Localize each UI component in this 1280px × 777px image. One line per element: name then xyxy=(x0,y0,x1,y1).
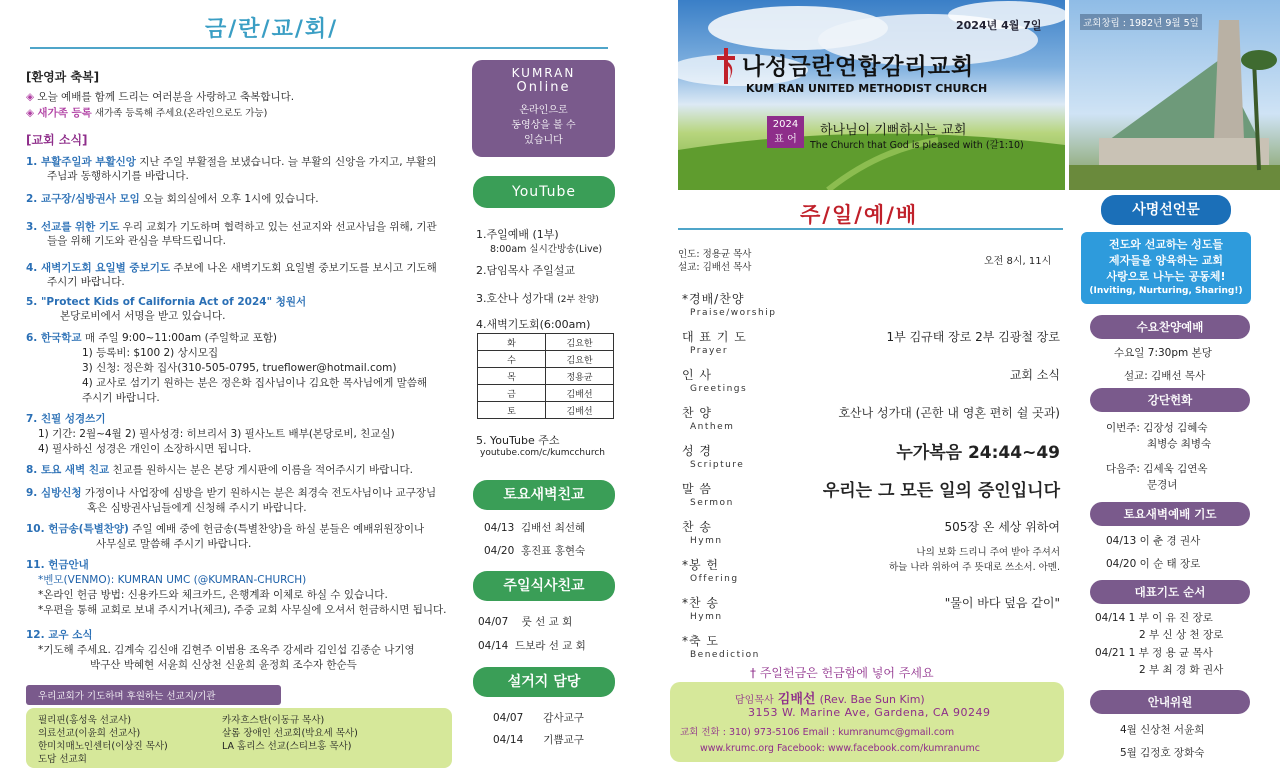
diamond-icon: ◈ xyxy=(26,91,35,103)
offering-line-3: *우편을 통해 교회로 보내 주시거나(체크), 주중 교회 사무실에 오셔서 헌금하시면 됩니다. xyxy=(38,604,447,616)
news-item-text: 오늘 회의실에서 오후 1시에 있습니다. xyxy=(139,193,319,205)
sat-names: 김배선 최선혜 xyxy=(520,522,586,534)
pastor-label: 담임목사 xyxy=(735,695,774,706)
service-date: 2024년 4월 7일 xyxy=(956,19,1042,32)
youtube-pill[interactable] xyxy=(473,176,615,208)
meal-fellowship-title: 주일식사친교 xyxy=(503,578,585,594)
news-item-text: 우리 교회가 기도하며 협력하고 있는 선교지와 선교사님을 위해, 기관 xyxy=(119,221,437,233)
service-item-english: Offering xyxy=(690,574,739,584)
sat-date: 04/13 xyxy=(484,522,515,534)
service-item-label: *경배/찬양 xyxy=(682,292,745,306)
news-item-text: 주일 예배 중에 헌금송(특별찬양)을 하실 분들은 예배위원장이나 xyxy=(128,523,425,535)
prayer-heading: 12. 교우 소식 xyxy=(26,629,93,641)
news-item-8 xyxy=(26,462,413,477)
welcome-heading: [환영과 축복] xyxy=(26,70,100,84)
mission-item: 의료선교(이윤희 선교사) xyxy=(38,728,141,739)
yt-item-5: 5. YouTube 주소 xyxy=(476,434,560,447)
sat-row xyxy=(484,520,585,535)
dawn-leader-cell: 김배선 xyxy=(546,402,614,419)
offering-line-2: *온라인 헌금 방법: 신용카드와 체크카드, 은행계좌 이체로 하실 수 있습니다. xyxy=(38,589,388,601)
service-item-english: Anthem xyxy=(690,422,735,432)
news-item-3-cont: 들을 위해 기도와 관심을 부탁드립니다. xyxy=(47,235,226,247)
title-divider xyxy=(30,47,608,49)
dish-row xyxy=(493,710,584,725)
dawn-table-row xyxy=(478,385,614,402)
motto-label: 표 어 xyxy=(774,134,797,145)
news-item-5-cont: 본당로비에서 서명을 받고 있습니다. xyxy=(60,310,226,322)
news-item-6 xyxy=(26,330,277,345)
motto-year: 2024 xyxy=(772,119,799,130)
news-item-6-sub-3: 4) 교사로 섬기기 원하는 분은 정은화 집사님이나 김요한 목사님에게 말씀해 xyxy=(82,377,428,389)
offering-note: † 주일헌금은 헌금함에 넣어 주세요 xyxy=(750,666,934,680)
news-item-title: 1. 부활주일과 부활신앙 xyxy=(26,156,136,168)
news-item-text: 주보에 나온 새벽기도회 요일별 중보기도를 보시고 기도해 xyxy=(169,262,437,274)
wed-service-title: 수요찬양예배 xyxy=(1136,320,1204,334)
service-item-english: Scripture xyxy=(690,460,745,470)
rep-line-1: 04/14 1 부 이 유 진 장로 xyxy=(1095,612,1213,624)
meal-date: 04/07 xyxy=(478,616,509,628)
dish-title: 설거지 담당 xyxy=(507,674,581,690)
yt-url[interactable]: youtube.com/c/kumcchurch xyxy=(480,448,605,458)
dish-pill xyxy=(473,667,615,697)
mission-line-2: 제자들을 양육하는 교회 xyxy=(1109,254,1223,267)
dawn-leader-cell: 김요한 xyxy=(546,351,614,368)
dawn-table-row xyxy=(478,402,614,419)
service-leader: 인도: 정용균 목사 xyxy=(678,249,752,260)
news-item-1 xyxy=(26,154,436,169)
dish-row xyxy=(493,732,584,747)
service-item-value: 나의 보화 드리니 주여 받아 주셔서 xyxy=(916,547,1060,558)
sat-fellowship-pill xyxy=(473,480,615,510)
news-item-title: 9. 심방신청 xyxy=(26,487,82,499)
service-item-value: 호산나 성가대 (곤한 내 영혼 편히 쉴 곳과) xyxy=(838,406,1060,420)
church-name-ko: 나성금란연합감리교회 xyxy=(742,54,975,80)
mission-line-3: 사랑으로 나누는 공동체! xyxy=(1106,270,1226,283)
service-item-value: 우리는 그 모든 일의 증인입니다 xyxy=(822,481,1060,501)
sat-names: 홍진표 홍현숙 xyxy=(520,545,586,557)
news-item-7 xyxy=(26,411,105,426)
news-item-5 xyxy=(26,294,306,309)
usher-pill xyxy=(1090,690,1250,714)
youtube-label: YouTube xyxy=(512,184,576,200)
mission-heading: 우리교회가 기도하며 후원하는 선교지/기관 xyxy=(38,691,216,702)
service-item-english: Benediction xyxy=(690,650,760,660)
online-box[interactable] xyxy=(472,60,615,157)
service-item-value: 505장 온 세상 위하여 xyxy=(944,520,1060,534)
online-text-3: 있습니다 xyxy=(524,135,563,146)
service-item-label: 말 씀 xyxy=(682,482,712,496)
news-item-10 xyxy=(26,521,424,536)
yt-item-4: 4.새벽기도회(6:00am) xyxy=(476,318,591,331)
service-item-label: *축 도 xyxy=(682,634,719,648)
service-item-label: *찬 송 xyxy=(682,596,719,610)
news-item-text: 지난 주일 부활절을 보냈습니다. 늘 부활의 신앙을 가지고, 부활의 xyxy=(135,156,437,168)
news-item-title: 3. 선교를 위한 기도 xyxy=(26,221,120,233)
dawn-table-row xyxy=(478,368,614,385)
dawn-day-cell: 금 xyxy=(478,385,546,402)
news-item-6-sub-1: 1) 등록비: $100 2) 상시모집 xyxy=(82,347,219,359)
mission-line-en: (Inviting, Nurturing, Sharing!) xyxy=(1089,286,1243,296)
service-title: 주/일/예/배 xyxy=(800,203,919,227)
meal-group: 드보라 선 교 회 xyxy=(514,640,586,652)
mission-item: 카자흐스탄(이동규 목사) xyxy=(222,715,325,726)
church-web[interactable]: www.krumc.org Facebook: www.facebook.com/kumranumc xyxy=(700,743,980,754)
dawn-table-row xyxy=(478,351,614,368)
meal-row xyxy=(478,638,586,653)
church-address: 3153 W. Marine Ave, Gardena, CA 90249 xyxy=(748,706,991,719)
news-item-title: 5. "Protect Kids of California Act of 2024" 청원서 xyxy=(26,296,307,308)
news-heading: [교회 소식] xyxy=(26,133,88,147)
news-item-title: 7. 친필 성경쓰기 xyxy=(26,413,106,425)
rep-line-2: 2 부 신 상 천 장로 xyxy=(1139,629,1224,641)
page-title: 금/란/교/회/ xyxy=(205,17,339,42)
service-item-english: Hymn xyxy=(690,612,723,622)
prayer-line-2: 박구산 박혜현 서윤희 신상천 신윤희 윤정희 조수자 한순득 xyxy=(90,659,357,671)
rep-prayer-title: 대표기도 순서 xyxy=(1134,585,1206,599)
mission-statement-box xyxy=(1081,232,1251,304)
service-item-english: Greetings xyxy=(690,384,748,394)
motto-en: The Church that God is pleased with (갈1:10) xyxy=(810,140,1024,151)
meal-row xyxy=(478,614,572,629)
welcome-text-1: 오늘 예배를 함께 드리는 여러분을 사랑하고 축복합니다. xyxy=(37,91,295,103)
news-item-9 xyxy=(26,485,436,500)
welcome-text-2: 새가족 등록해 주세요(온라인으로도 가능) xyxy=(91,108,268,119)
service-item-label: 성 경 xyxy=(682,444,712,458)
meal-fellowship-pill xyxy=(473,571,615,601)
news-item-title: 8. 토요 새벽 친교 xyxy=(26,464,110,476)
offering-heading: 11. 헌금안내 xyxy=(26,559,89,571)
news-item-title: 6. 한국학교 xyxy=(26,332,82,344)
diamond-icon: ◈ xyxy=(26,107,35,119)
dawn-leader-cell: 정용균 xyxy=(546,368,614,385)
altar-line-1b: 최병승 최병숙 xyxy=(1147,438,1212,450)
service-item-value: "물이 바다 덮음 같이" xyxy=(944,596,1060,610)
welcome-line-1 xyxy=(26,89,294,104)
news-item-4-cont: 주시기 바랍니다. xyxy=(47,276,125,288)
sat-prayer-title: 토요새벽예배 기도 xyxy=(1123,507,1217,521)
service-item-value: 교회 소식 xyxy=(1009,368,1060,382)
meal-group: 룻 선 교 회 xyxy=(521,616,573,628)
yt-item-2: 2.담임목사 주일설교 xyxy=(476,264,575,277)
service-item-value: 누가복음 24:44~49 xyxy=(896,443,1060,463)
news-item-text: 매 주일 9:00~11:00am (주일학교 포함) xyxy=(81,332,277,344)
service-item-label: 인 사 xyxy=(682,368,712,382)
church-phone-email[interactable]: 교회 전화 : 310) 973-5106 Email : kumranumc@gmail.com xyxy=(680,727,955,738)
motto-ko: 하나님이 기뻐하시는 교회 xyxy=(820,123,967,138)
wed-line-2: 설교: 김배선 목사 xyxy=(1124,370,1206,382)
usher-line-2: 5월 김정호 장화숙 xyxy=(1120,747,1205,759)
altar-line-2b: 문경녀 xyxy=(1147,479,1178,491)
sat-fellowship-title: 토요새벽친교 xyxy=(503,487,585,503)
rep-line-3: 04/21 1 부 정 용 균 목사 xyxy=(1095,647,1213,659)
dawn-day-cell: 목 xyxy=(478,368,546,385)
service-time: 오전 8시, 11시 xyxy=(984,256,1052,267)
altar-flower-title: 강단헌화 xyxy=(1147,393,1193,407)
mission-statement-pill xyxy=(1101,195,1231,225)
mission-item: 도담 선교회 xyxy=(38,754,87,765)
news-item-title: 4. 새벽기도회 요일별 중보기도 xyxy=(26,262,170,274)
dawn-prayer-table xyxy=(477,333,614,419)
news-item-6-sub-2: 3) 신청: 정은화 집사(310-505-0795, trueflower@hotmail.com) xyxy=(82,362,397,374)
rep-line-4: 2 부 최 경 화 권사 xyxy=(1139,664,1224,676)
mission-item: 한미치매노인센터(이상진 목사) xyxy=(38,741,168,752)
yt-item-1b: 8:00am 실시간방송(Live) xyxy=(490,244,603,255)
service-item-label: 찬 송 xyxy=(682,520,712,534)
altar-flower-pill xyxy=(1090,388,1250,412)
yt-item-3-sub: (2부 찬양) xyxy=(557,295,599,305)
news-item-title: 10. 헌금송(특별찬양) xyxy=(26,523,129,535)
sat-prayer-line-2: 04/20 이 순 태 장로 xyxy=(1106,558,1201,570)
service-item-value: 1부 김규태 장로 2부 김광철 장로 xyxy=(886,330,1060,344)
dish-date: 04/14 xyxy=(493,734,524,746)
mission-line-1: 전도와 선교하는 성도들 xyxy=(1109,238,1223,251)
offering-line-1: *벤모(VENMO): KUMRAN UMC (@KUMRAN-CHURCH) xyxy=(38,574,307,586)
yt-item-1: 1.주일예배 (1부) xyxy=(476,228,559,241)
news-item-text: 가정이나 사업장에 심방을 받기 원하시는 분은 최경숙 전도사님이나 교구장님 xyxy=(81,487,437,499)
news-item-7-sub-1: 1) 기간: 2월~4월 2) 필사성경: 히브리서 3) 필사노트 배부(본당로비, 친교실) xyxy=(38,428,395,440)
news-item-3 xyxy=(26,219,437,234)
altar-line-1a: 이번주: 김장성 김혜숙 xyxy=(1106,422,1208,434)
usher-line-1: 4월 신상천 서윤희 xyxy=(1120,724,1205,736)
usher-title: 안내위원 xyxy=(1147,695,1193,709)
news-item-10-cont: 사무실로 말씀해 주시기 바랍니다. xyxy=(96,538,252,550)
new-family-label: 새가족 등록 xyxy=(37,107,92,119)
news-item-2 xyxy=(26,191,319,206)
service-divider xyxy=(678,228,1063,230)
service-item-english: Praise/worship xyxy=(690,308,777,318)
church-name-en: KUM RAN UNITED METHODIST CHURCH xyxy=(746,82,988,95)
dish-group: 감사교구 xyxy=(543,712,584,724)
founded-date: 교회창립 : 1982년 9월 5일 xyxy=(1080,14,1202,30)
news-item-1-cont: 주님과 동행하시기를 바랍니다. xyxy=(47,170,189,182)
mission-item: LA 홈리스 선교(스티브홍 목사) xyxy=(222,741,352,752)
meal-date: 04/14 xyxy=(478,640,509,652)
service-item-label: *봉 헌 xyxy=(682,558,719,572)
sat-prayer-line-1: 04/13 이 춘 경 권사 xyxy=(1106,535,1201,547)
service-item-english: Sermon xyxy=(690,498,734,508)
mission-item: 살롬 장애인 선교회(박요세 목사) xyxy=(222,728,358,739)
wed-service-pill xyxy=(1090,315,1250,339)
dawn-table-row xyxy=(478,334,614,351)
welcome-line-2 xyxy=(26,105,267,120)
yt-item-3-text: 3.호산나 성가대 xyxy=(476,292,554,305)
service-item-label: 대 표 기 도 xyxy=(682,330,747,344)
online-text-2: 동영상을 볼 수 xyxy=(511,120,576,131)
pastor-name-en: (Rev. Bae Sun Kim) xyxy=(819,693,925,706)
dawn-day-cell: 수 xyxy=(478,351,546,368)
dawn-leader-cell: 김요한 xyxy=(546,334,614,351)
wed-line-1: 수요일 7:30pm 본당 xyxy=(1114,347,1212,359)
prayer-line-1: *기도해 주세요. 김계숙 김신애 김현주 이범용 조옥주 강세라 김인섭 김종순 나기영 xyxy=(38,644,415,656)
news-item-4 xyxy=(26,260,437,275)
service-item-value-2: 하늘 나라 위하여 주 뜻대로 쓰소서. 아멘. xyxy=(889,562,1060,573)
motto-year-badge xyxy=(767,116,804,148)
mission-item: 필리핀(홍성욱 선교사) xyxy=(38,715,132,726)
cross-flame-icon xyxy=(714,46,738,86)
dawn-day-cell: 화 xyxy=(478,334,546,351)
online-text-1: 온라인으로 xyxy=(519,105,568,116)
yt-item-3 xyxy=(476,290,599,306)
dawn-day-cell: 토 xyxy=(478,402,546,419)
pastor-line xyxy=(735,688,925,707)
news-item-6-sub-4: 주시기 바랍니다. xyxy=(82,392,160,404)
service-preacher: 설교: 김배선 목사 xyxy=(678,262,752,273)
news-item-7-sub-2: 4) 필사하신 성경은 개인이 소장하시면 됩니다. xyxy=(38,443,252,455)
news-item-title: 2. 교구장/심방권사 모임 xyxy=(26,193,140,205)
online-title-1: KUMRAN xyxy=(511,66,576,80)
dish-date: 04/07 xyxy=(493,712,524,724)
sat-prayer-pill xyxy=(1090,502,1250,526)
service-item-english: Prayer xyxy=(690,346,729,356)
mission-statement-title: 사명선언문 xyxy=(1132,202,1200,218)
altar-line-2a: 다음주: 김세욱 김연옥 xyxy=(1106,463,1208,475)
news-item-text: 친교를 원하시는 분은 본당 게시판에 이름을 적어주시기 바랍니다. xyxy=(109,464,414,476)
sat-date: 04/20 xyxy=(484,545,515,557)
service-item-english: Hymn xyxy=(690,536,723,546)
online-title-2: Online xyxy=(516,80,571,95)
news-item-9-cont: 혹은 심방권사님들에게 신청해 주시기 바랍니다. xyxy=(87,502,307,514)
rep-prayer-pill xyxy=(1090,580,1250,604)
dawn-leader-cell: 김배선 xyxy=(546,385,614,402)
pastor-name: 김배선 xyxy=(777,692,816,707)
sat-row xyxy=(484,543,585,558)
dish-group: 기쁨교구 xyxy=(543,734,584,746)
service-item-label: 찬 양 xyxy=(682,406,712,420)
